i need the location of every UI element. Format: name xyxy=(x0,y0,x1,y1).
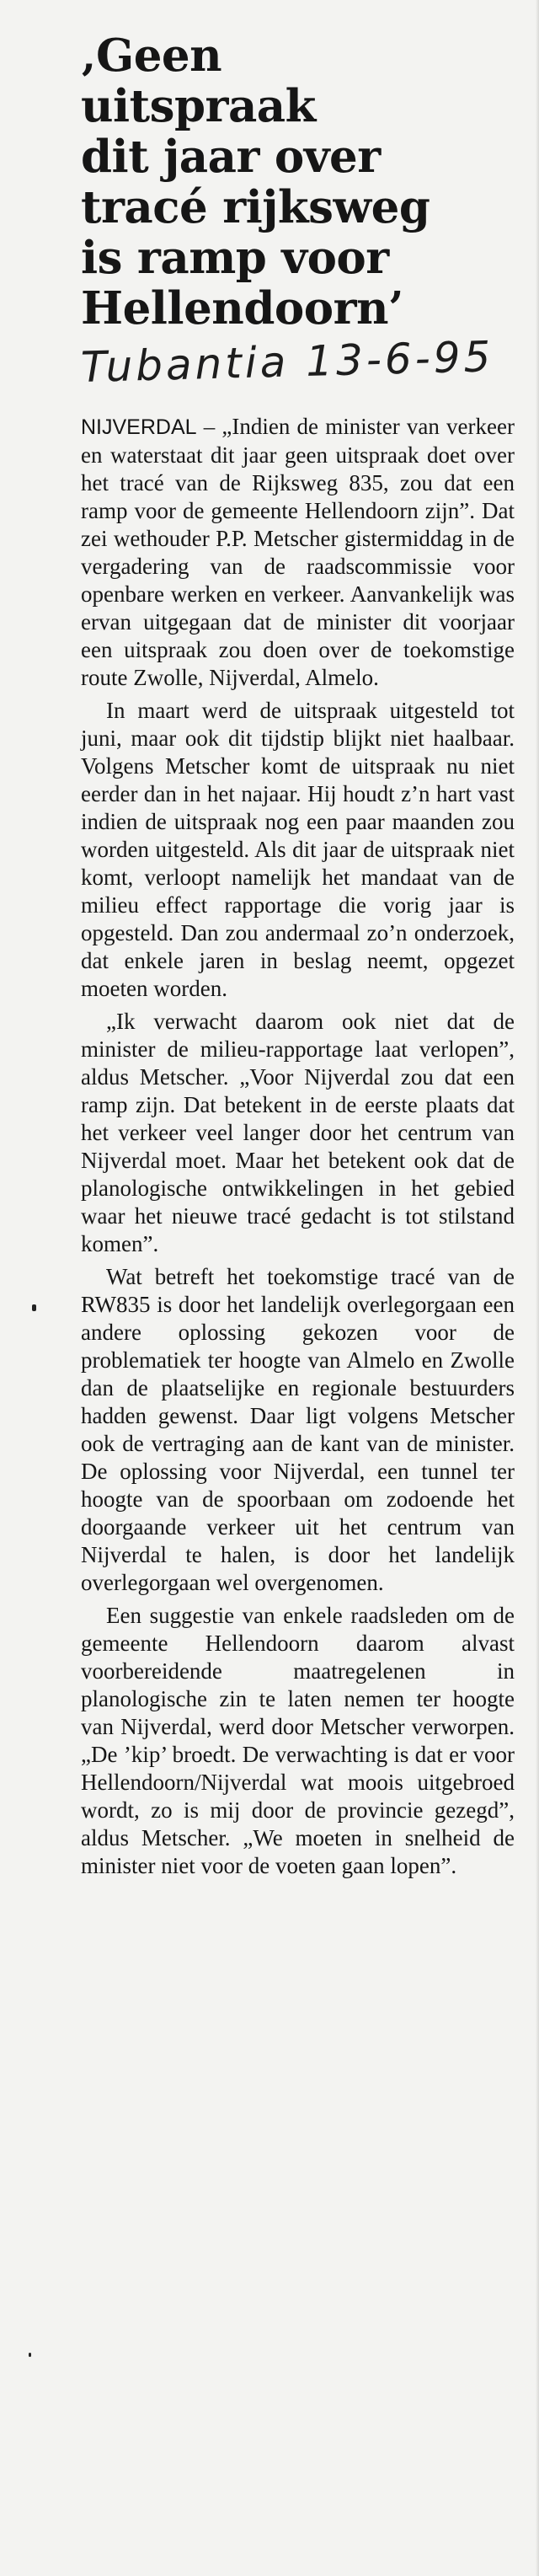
handwritten-source-note: Tubantia 13-6-95 xyxy=(80,332,495,392)
article-paragraph xyxy=(81,413,515,692)
headline-line: tracé rijksweg xyxy=(81,181,430,233)
headline-line: ‚Geen uitspraak xyxy=(81,29,316,132)
headline-line: Hellendoorn’ xyxy=(81,282,403,335)
article-body xyxy=(81,413,515,1880)
headline xyxy=(81,30,468,334)
scan-speck xyxy=(29,2353,31,2357)
dateline: NIJVERDAL xyxy=(81,415,197,439)
headline-line: dit jaar over xyxy=(81,131,381,183)
scan-edge-shadow xyxy=(536,0,539,2576)
headline-line: is ramp voor xyxy=(81,232,389,284)
article-paragraph: „Ik verwacht daarom ook niet dat de minister de milieu-rapportage laat verlopen”, aldus Metscher. „Voor Nijverdal zou dat een ramp zijn. Dat betekent in de eerste plaats dat het verkeer veel langer door het centrum van Nijverdal moet. Maar het betekent ook dat de planologische ontwikkelingen in het gebied waar het nieuwe tracé gedacht is tot stilstand komen”. xyxy=(81,1009,515,1256)
article-paragraph: Een suggestie van enkele raadsleden om de gemeente Hellendoorn daarom alvast voorbereidende maatregelenen in planologische zin te laten nemen ter hoogte van Nijverdal, werd door Metscher verworpen. „De ’kip’ broedt. De verwachting is dat er voor Hellendoorn/Nijverdal wat moois uitgebroed wordt, zo is mij door de provincie gezegd”, aldus Metscher. „We moeten in snelheid de minister niet voor de voeten gaan lopen”. xyxy=(81,1603,515,1878)
article-paragraph: Wat betreft het toekomstige tracé van de RW835 is door het landelijk overlegorgaan een andere oplossing gekozen voor de problematiek ter hoogte van Almelo en Zwolle dan de plaatselijke en regionale bestuurders hadden gewenst. Daar ligt volgens Metscher ook de vertraging aan de kant van de minister. De oplossing voor Nijverdal, een tunnel ter hoogte van de spoorbaan om zodoende het doorgaande verkeer uit het centrum van Nijverdal te halen, is door het landelijk overlegorgaan wel overgenomen. xyxy=(81,1264,515,1595)
article-paragraph: In maart werd de uitspraak uitgesteld tot juni, maar ook dit tijdstip blijkt niet haalbaar. Volgens Metscher komt de uitspraak nu niet eerder dan in het najaar. Hij houdt z’n hart vast indien de uitspraak nog een paar maanden zou worden uitgesteld. Als dit jaar de uitspraak niet komt, verloopt namelijk het mandaat van de milieu effect rapportage die vorig jaar is opgesteld. Dan zou andermaal zo’n onderzoek, dat enkele jaren in beslag neemt, opgezet moeten worden. xyxy=(81,698,515,1001)
paragraph-text: – „Indien de minister van verkeer en waterstaat dit jaar geen uitspraak doet over het tracé van de Rijksweg 835, zou dat een ramp voor de gemeente Hellendoorn zijn”. Dat zei wethouder P.P. Metscher gistermiddag in de vergadering van de raadscommissie voor openbare werken en verkeer. Aanvankelijk was ervan uitgegaan dat de minister dit voorjaar een uitspraak zou doen over de toekomstige route Zwolle, Nijverdal, Almelo. xyxy=(81,414,515,690)
scan-speck xyxy=(32,1304,36,1311)
